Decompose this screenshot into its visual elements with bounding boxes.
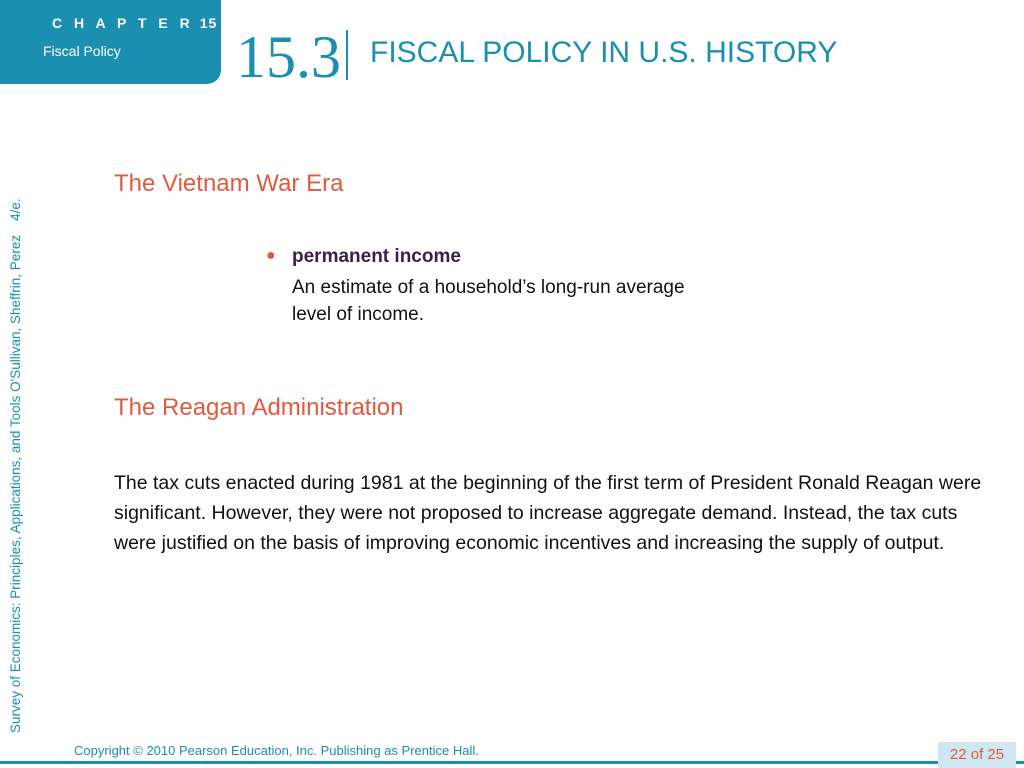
chapter-title: Fiscal Policy bbox=[43, 43, 121, 59]
vietnam-heading: The Vietnam War Era bbox=[114, 170, 344, 197]
term-definition: An estimate of a household’s long-run average level of income. bbox=[292, 277, 685, 325]
chapter-number: 15 bbox=[199, 15, 218, 31]
chapter-label: C H A P T E R 15 bbox=[52, 15, 218, 31]
side-credit bbox=[8, 198, 23, 733]
key-term: permanent income bbox=[292, 246, 461, 267]
book-credit: Survey of Economics: Principles, Applications, and Tools O'Sullivan, Sheffrin, Perez bbox=[8, 234, 23, 733]
copyright-notice: Copyright © 2010 Pearson Education, Inc. Publishing as Prentice Hall. bbox=[74, 743, 479, 758]
section-number: 15.3 bbox=[236, 24, 341, 90]
slide-title: FISCAL POLICY IN U.S. HISTORY bbox=[370, 36, 838, 69]
chapter-tab bbox=[0, 0, 221, 84]
footer-rule bbox=[0, 761, 1024, 764]
page-indicator: 22 of 25 bbox=[938, 742, 1016, 768]
reagan-heading: The Reagan Administration bbox=[114, 394, 404, 421]
title-divider bbox=[346, 30, 348, 80]
bullet-icon: ● bbox=[266, 247, 276, 264]
reagan-body: The tax cuts enacted during 1981 at the beginning of the first term of President Ronald Reagan were significant. However, they were not proposed to increase aggregate demand. Instead, the tax cuts were justified on the basis of improving economic incentives and increasing the supply of output. bbox=[114, 472, 982, 554]
edition-label: 4/e. bbox=[8, 198, 23, 221]
